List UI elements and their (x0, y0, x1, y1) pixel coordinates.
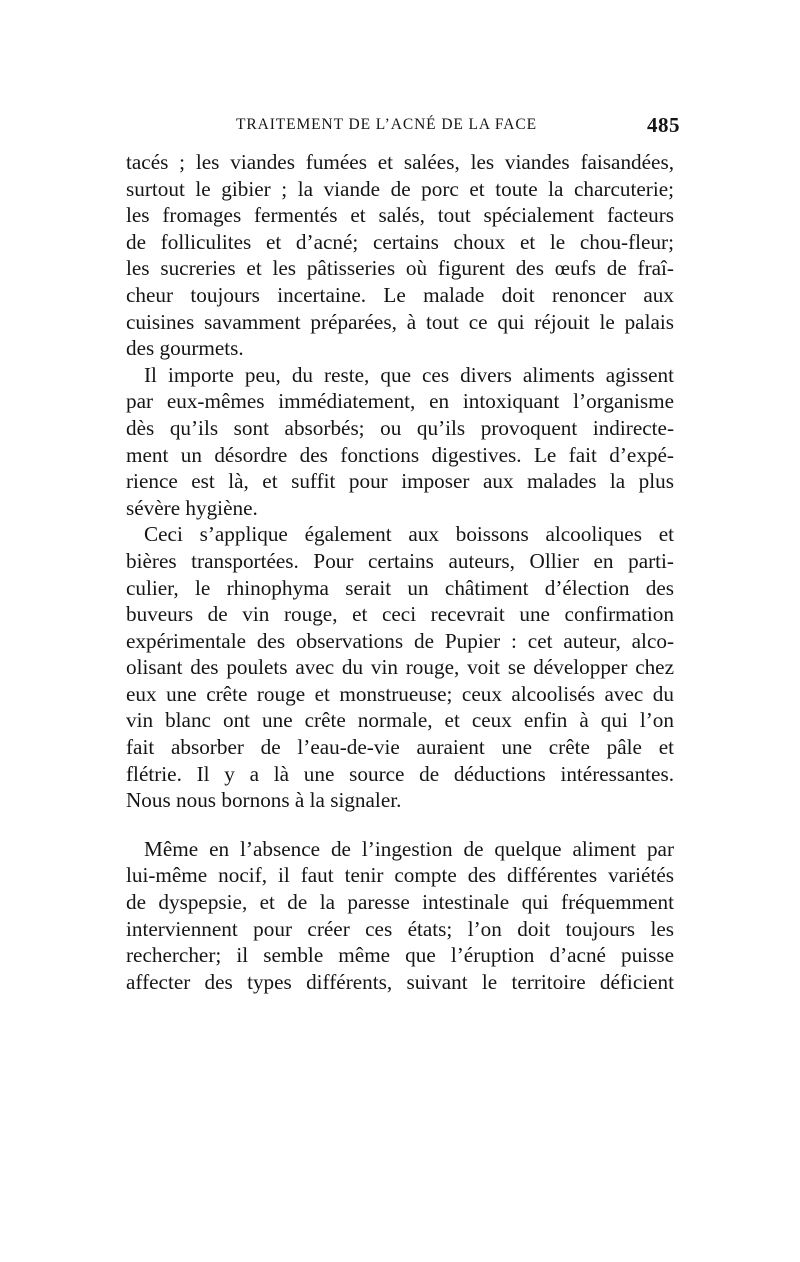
section-break (126, 814, 674, 836)
paragraph-2 (126, 362, 674, 522)
text-line: buveurs de vin rouge, et ceci recevrait une confirmation (126, 602, 674, 627)
text-line: cheur toujours incertaine. Le malade doit renoncer aux (126, 282, 674, 307)
text-line: Ceci s’applique également aux boissons alcooliques et (144, 522, 674, 547)
text-line: expérimentale des observations de Pupier : cet auteur, alco- (126, 628, 674, 653)
page-number: 485 (647, 113, 680, 137)
running-head (124, 113, 684, 140)
text-line: ment un désordre des fonctions digestives. Le fait d’expé- (126, 442, 674, 467)
text-line: tacés ; les viandes fumées et salées, les viandes faisandées, (126, 150, 674, 174)
body-text (126, 149, 674, 995)
text-line: interviennent pour créer ces états; l’on doit toujours les (126, 916, 674, 941)
text-line: des gourmets. (126, 336, 244, 361)
text-line: Même en l’absence de l’ingestion de quelque aliment par (144, 836, 674, 861)
text-line: rience est là, et suffit pour imposer aux malades la plus (126, 469, 674, 494)
text-line: sévère hygiène. (126, 495, 258, 520)
text-line: les sucreries et les pâtisseries où figurent des œufs de fraî- (126, 256, 674, 281)
text-line: dès qu’ils sont absorbés; ou qu’ils provoquent indirecte- (126, 415, 674, 440)
paragraph-1 (126, 149, 674, 362)
text-line: affecter des types différents, suivant le territoire déficient (126, 969, 674, 994)
text-line: culier, le rhinophyma serait un châtiment d’élection des (126, 575, 674, 600)
text-line: par eux-mêmes immédiatement, en intoxiquant l’organisme (126, 389, 674, 414)
text-line: de folliculites et d’acné; certains choux et le chou-fleur; (126, 229, 674, 254)
text-line: rechercher; il semble même que l’éruption d’acné puisse (126, 943, 674, 968)
text-line: surtout le gibier ; la viande de porc et toute la charcuterie; (126, 176, 674, 201)
running-title: TRAITEMENT DE L’ACNÉ DE LA FACE (236, 116, 538, 133)
text-line: flétrie. Il y a là une source de déductions intéressantes. (126, 761, 674, 786)
text-line: bières transportées. Pour certains auteurs, Ollier en parti- (126, 548, 674, 573)
paragraph-3 (126, 521, 674, 814)
text-line: lui-même nocif, il faut tenir compte des différentes variétés (126, 863, 674, 888)
text-line: Nous nous bornons à la signaler. (126, 788, 402, 813)
text-line: olisant des poulets avec du vin rouge, voit se développer chez (126, 655, 674, 680)
text-line: fait absorber de l’eau-de-vie auraient une crête pâle et (126, 735, 674, 760)
paragraph-4 (126, 836, 674, 996)
text-line: vin blanc ont une crête normale, et ceux enfin à qui l’on (126, 708, 674, 733)
text-line: eux une crête rouge et monstrueuse; ceux alcoolisés avec du (126, 681, 674, 706)
text-line: Il importe peu, du reste, que ces divers aliments agissent (144, 362, 674, 387)
text-line: cuisines savamment préparées, à tout ce qui réjouit le palais (126, 309, 674, 334)
text-line: les fromages fermentés et salés, tout spécialement facteurs (126, 203, 674, 228)
text-line: de dyspepsie, et de la paresse intestinale qui fréquemment (126, 890, 674, 915)
